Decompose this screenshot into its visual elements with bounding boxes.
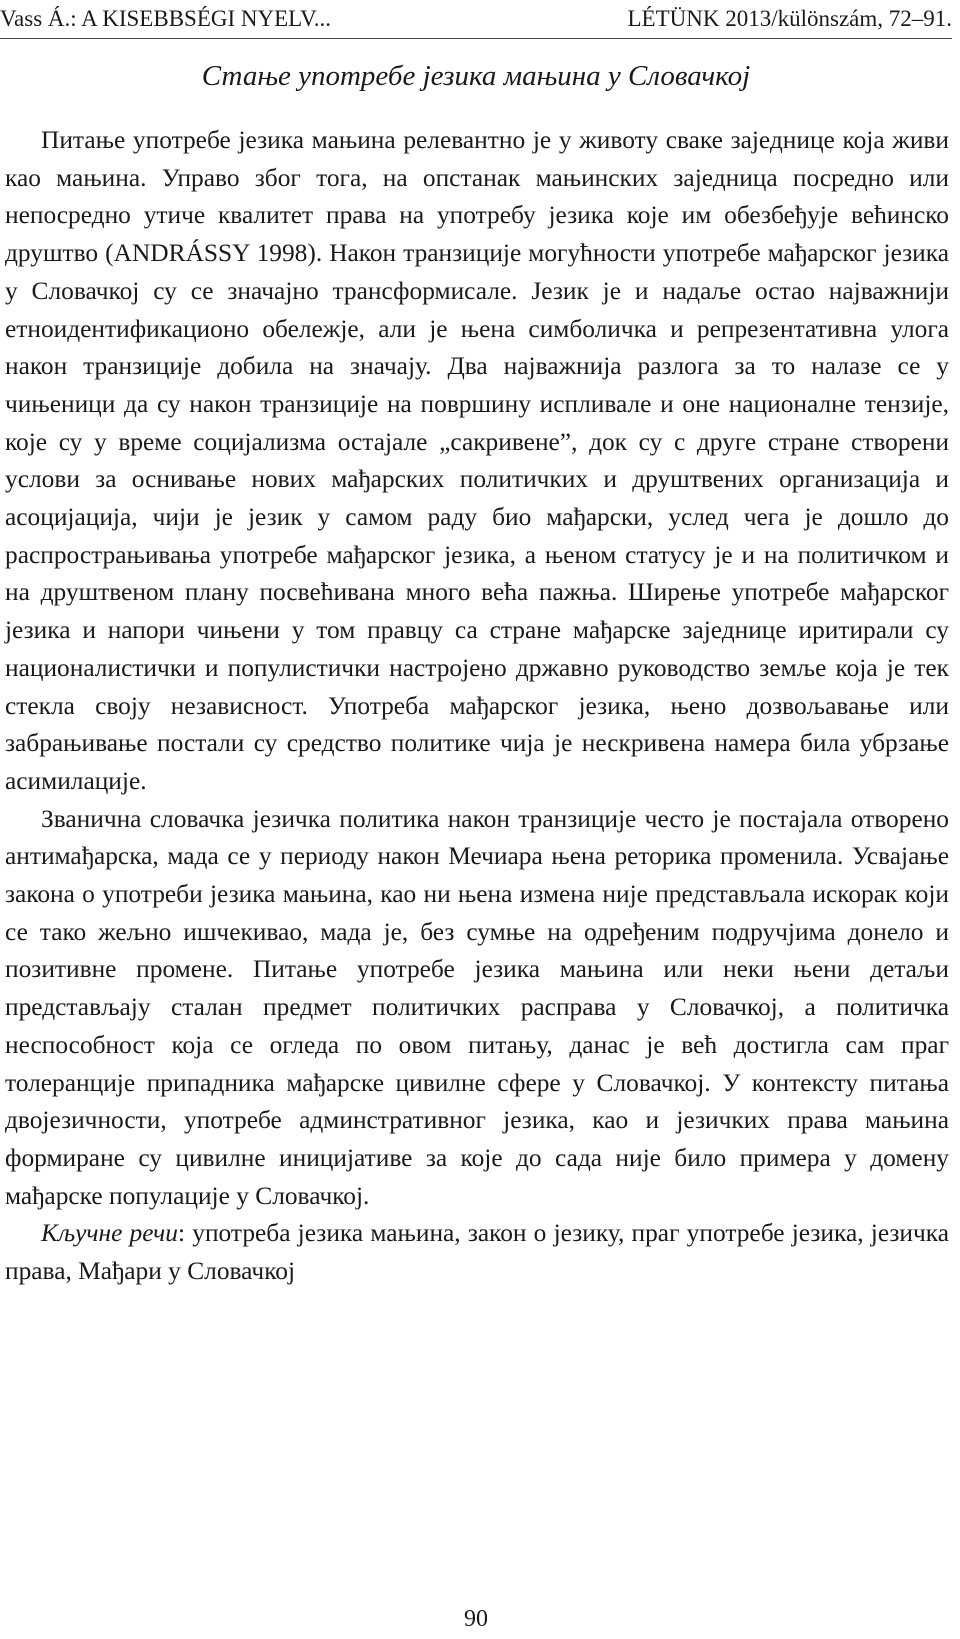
section-title: Стање употребе језика мањина у Словачкој [201, 60, 751, 92]
page-number: 90 [464, 1606, 488, 1632]
keywords-separator: : [178, 1219, 193, 1248]
abstract-paragraph-2: Званична словачка језичка политика након транзиције често је постајала отворено антимађарска, мада се у периоду након Мечиара њена реторика променила. Усвајање закона о употреби језика мањина, као ни њена измена није представљала искорак који се тако жељно ишчекивао, мада је, без сумње на одређеним подручјима донело и позитивне промене. Питање употребе језика мањина или неки њени детаљи представљају сталан предмет политичких расправа у Словачкој, а политичка неспособност која се огледа по овом питању, данас је већ достигла сам праг толеранције припадника мађарске цивилне сфере у Словачкој. У контексту питања двојезичности, употребе админстративног језика, као и језичких права мањина формиране су цивилне иницијативе за које до сада није било примера у домену мађарске популације у Словачкој. [5, 804, 949, 1210]
keywords-paragraph [5, 1215, 949, 1290]
abstract-body [5, 122, 949, 1291]
running-header-left: Vass Á.: A KISEBBSÉGI NYELV... [0, 6, 331, 31]
running-header-right: LÉTÜNK 2013/különszám, 72–91. [627, 6, 952, 31]
abstract-paragraph-1: Питање употребе језика мањина релевантно је у животу сваке заједнице која живи као мањина. Управо због тога, на опстанак мањинских заједница посредно или непосредно утиче квалитет права на употребу језика које им обезбеђује већинско друштво (ANDRÁSSY 1998). Након транзиције могућности употребе мађарског језика у Словачкој су се значајно трансформисале. Језик је и надаље остао најважнији етноидентификационо обележје, али је њена симболичка и репрезентативна улога након транзиције добила на значају. Два најважнија разлога за то налазе се у чињеници да су након транзиције на површину испливале и оне националне тензије, које су у време социјализма остајале „сакривене”, док су с друге стране створени услови за оснивање нових мађарских политичких и друштвених организација и асоцијација, чији је језик у самом раду био мађарски, услед чега је дошло до распрострањивања употребе мађарског језика, а њеном статусу је и на политичком и на друштвеном плану посвећивана много већа пажња. Ширење употребе мађарског језика и напори чињени у том правцу са стране мађарске заједнице иритирали су националистички и популистички настројено државно руководство земље која је тек стекла своју независност. Употреба мађарског језика, њено дозвољавање или забрањивање постали су средство политике чија је нескривена намера била убрзање асимилације. [5, 126, 949, 795]
keywords-label: Кључне речи [41, 1219, 178, 1248]
keywords-text: употреба језика мањина, закон о језику, праг употребе језика, језичка права, Мађари у Словачкој [5, 1219, 950, 1286]
running-header [0, 4, 952, 39]
